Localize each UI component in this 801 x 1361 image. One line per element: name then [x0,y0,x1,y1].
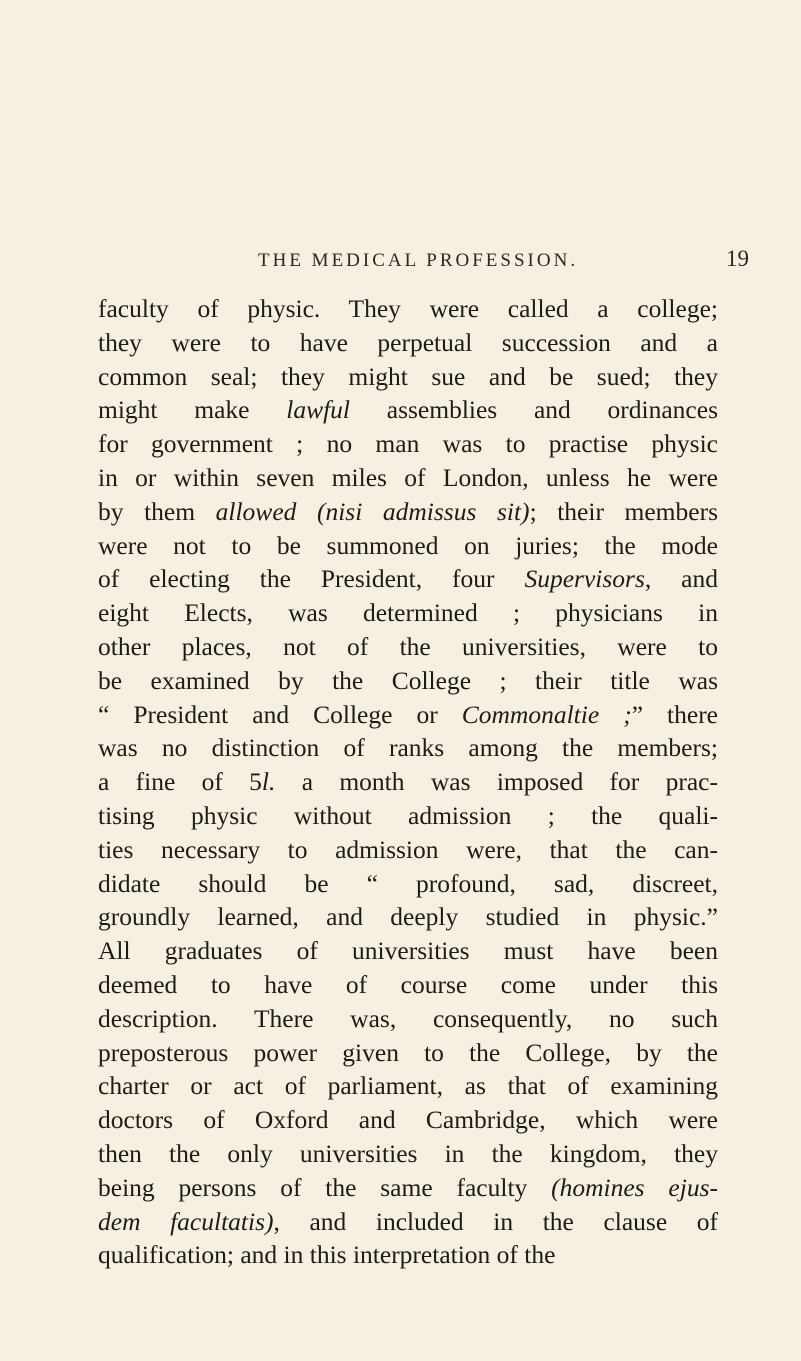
body-text [98,292,718,1272]
text-line [98,326,718,360]
text-line [98,292,718,326]
text-line [98,427,718,461]
text-line [98,867,718,901]
italic-text-segment: Supervisors [524,564,645,594]
text-segment: ; their members [529,496,718,526]
text-line [98,1238,718,1272]
italic-text-segment: dem facultatis) [98,1206,274,1236]
italic-text-segment: l. [261,767,276,797]
text-segment: by them [98,496,216,526]
text-segment: other places, not of the universities, were to [98,631,718,661]
text-segment: description. There was, consequently, no such [98,1003,718,1033]
text-line [98,1171,718,1205]
text-segment: charter or act of parliament, as that of examining [98,1071,718,1101]
text-segment: doctors of Oxford and Cambridge, which were [98,1105,718,1135]
text-segment: for government ; no man was to practise physic [98,429,718,459]
text-line [98,562,718,596]
text-segment: faculty of physic. They were called a college; [98,294,718,323]
text-segment: tising physic without admission ; the quali- [98,800,718,830]
text-line [98,1137,718,1171]
text-line [98,1205,718,1239]
text-line [98,731,718,765]
text-line [98,664,718,698]
text-segment: then the only universities in the kingdom, they [98,1138,718,1168]
text-segment: ” there [631,699,718,729]
text-line [98,698,718,732]
text-line [98,393,718,427]
text-segment: ties necessary to admission were, that the can- [98,834,718,864]
italic-text-segment: allowed (nisi admissus sit) [215,496,530,526]
text-line [98,765,718,799]
text-segment: , and [644,564,718,594]
text-line [98,596,718,630]
text-line [98,934,718,968]
text-segment: being persons of the same faculty [98,1172,552,1202]
text-line [98,529,718,563]
text-line [98,461,718,495]
text-segment: All graduates of universities must have been [98,936,718,966]
text-line [98,799,718,833]
page-number: 19 [726,246,749,271]
text-segment: they were to have perpetual succession and a [98,327,718,357]
text-segment: “ President and College or [98,699,462,729]
italic-text-segment: lawful [286,395,350,425]
text-line [98,1069,718,1103]
text-segment: , and included in the clause of [273,1206,718,1236]
text-line [98,1103,718,1137]
text-line [98,495,718,529]
text-segment: a month was imposed for prac- [275,767,718,797]
text-segment: of electing the President, four [98,564,525,594]
text-line [98,630,718,664]
italic-text-segment: Commonaltie ; [461,699,632,729]
text-line [98,360,718,394]
text-segment: common seal; they might sue and be sued; they [98,361,718,391]
running-head-title: THE MEDICAL PROFESSION. [258,250,579,271]
text-segment: be examined by the College ; their title was [98,665,718,695]
text-segment: were not to be summoned on juries; the mode [98,530,718,560]
text-segment: qualification; and in this interpretation of the [98,1240,556,1270]
text-segment: groundly learned, and deeply studied in physic.” [98,902,718,932]
italic-text-segment: (homines ejus- [551,1172,718,1202]
text-line [98,900,718,934]
text-segment: might make [98,395,287,425]
text-line [98,1002,718,1036]
text-line [98,968,718,1002]
text-segment: assemblies and ordinances [350,395,718,425]
text-segment: a fine of 5 [98,767,262,797]
text-line [98,1036,718,1070]
text-segment: preposterous power given to the College, by the [98,1037,718,1067]
text-segment: in or within seven miles of London, unless he were [98,462,718,492]
text-segment: eight Elects, was determined ; physicians in [98,598,718,628]
text-segment: was no distinction of ranks among the members; [98,733,718,763]
text-segment: deemed to have of course come under this [98,969,718,999]
text-segment: didate should be “ profound, sad, discreet, [98,868,718,898]
text-line [98,833,718,867]
